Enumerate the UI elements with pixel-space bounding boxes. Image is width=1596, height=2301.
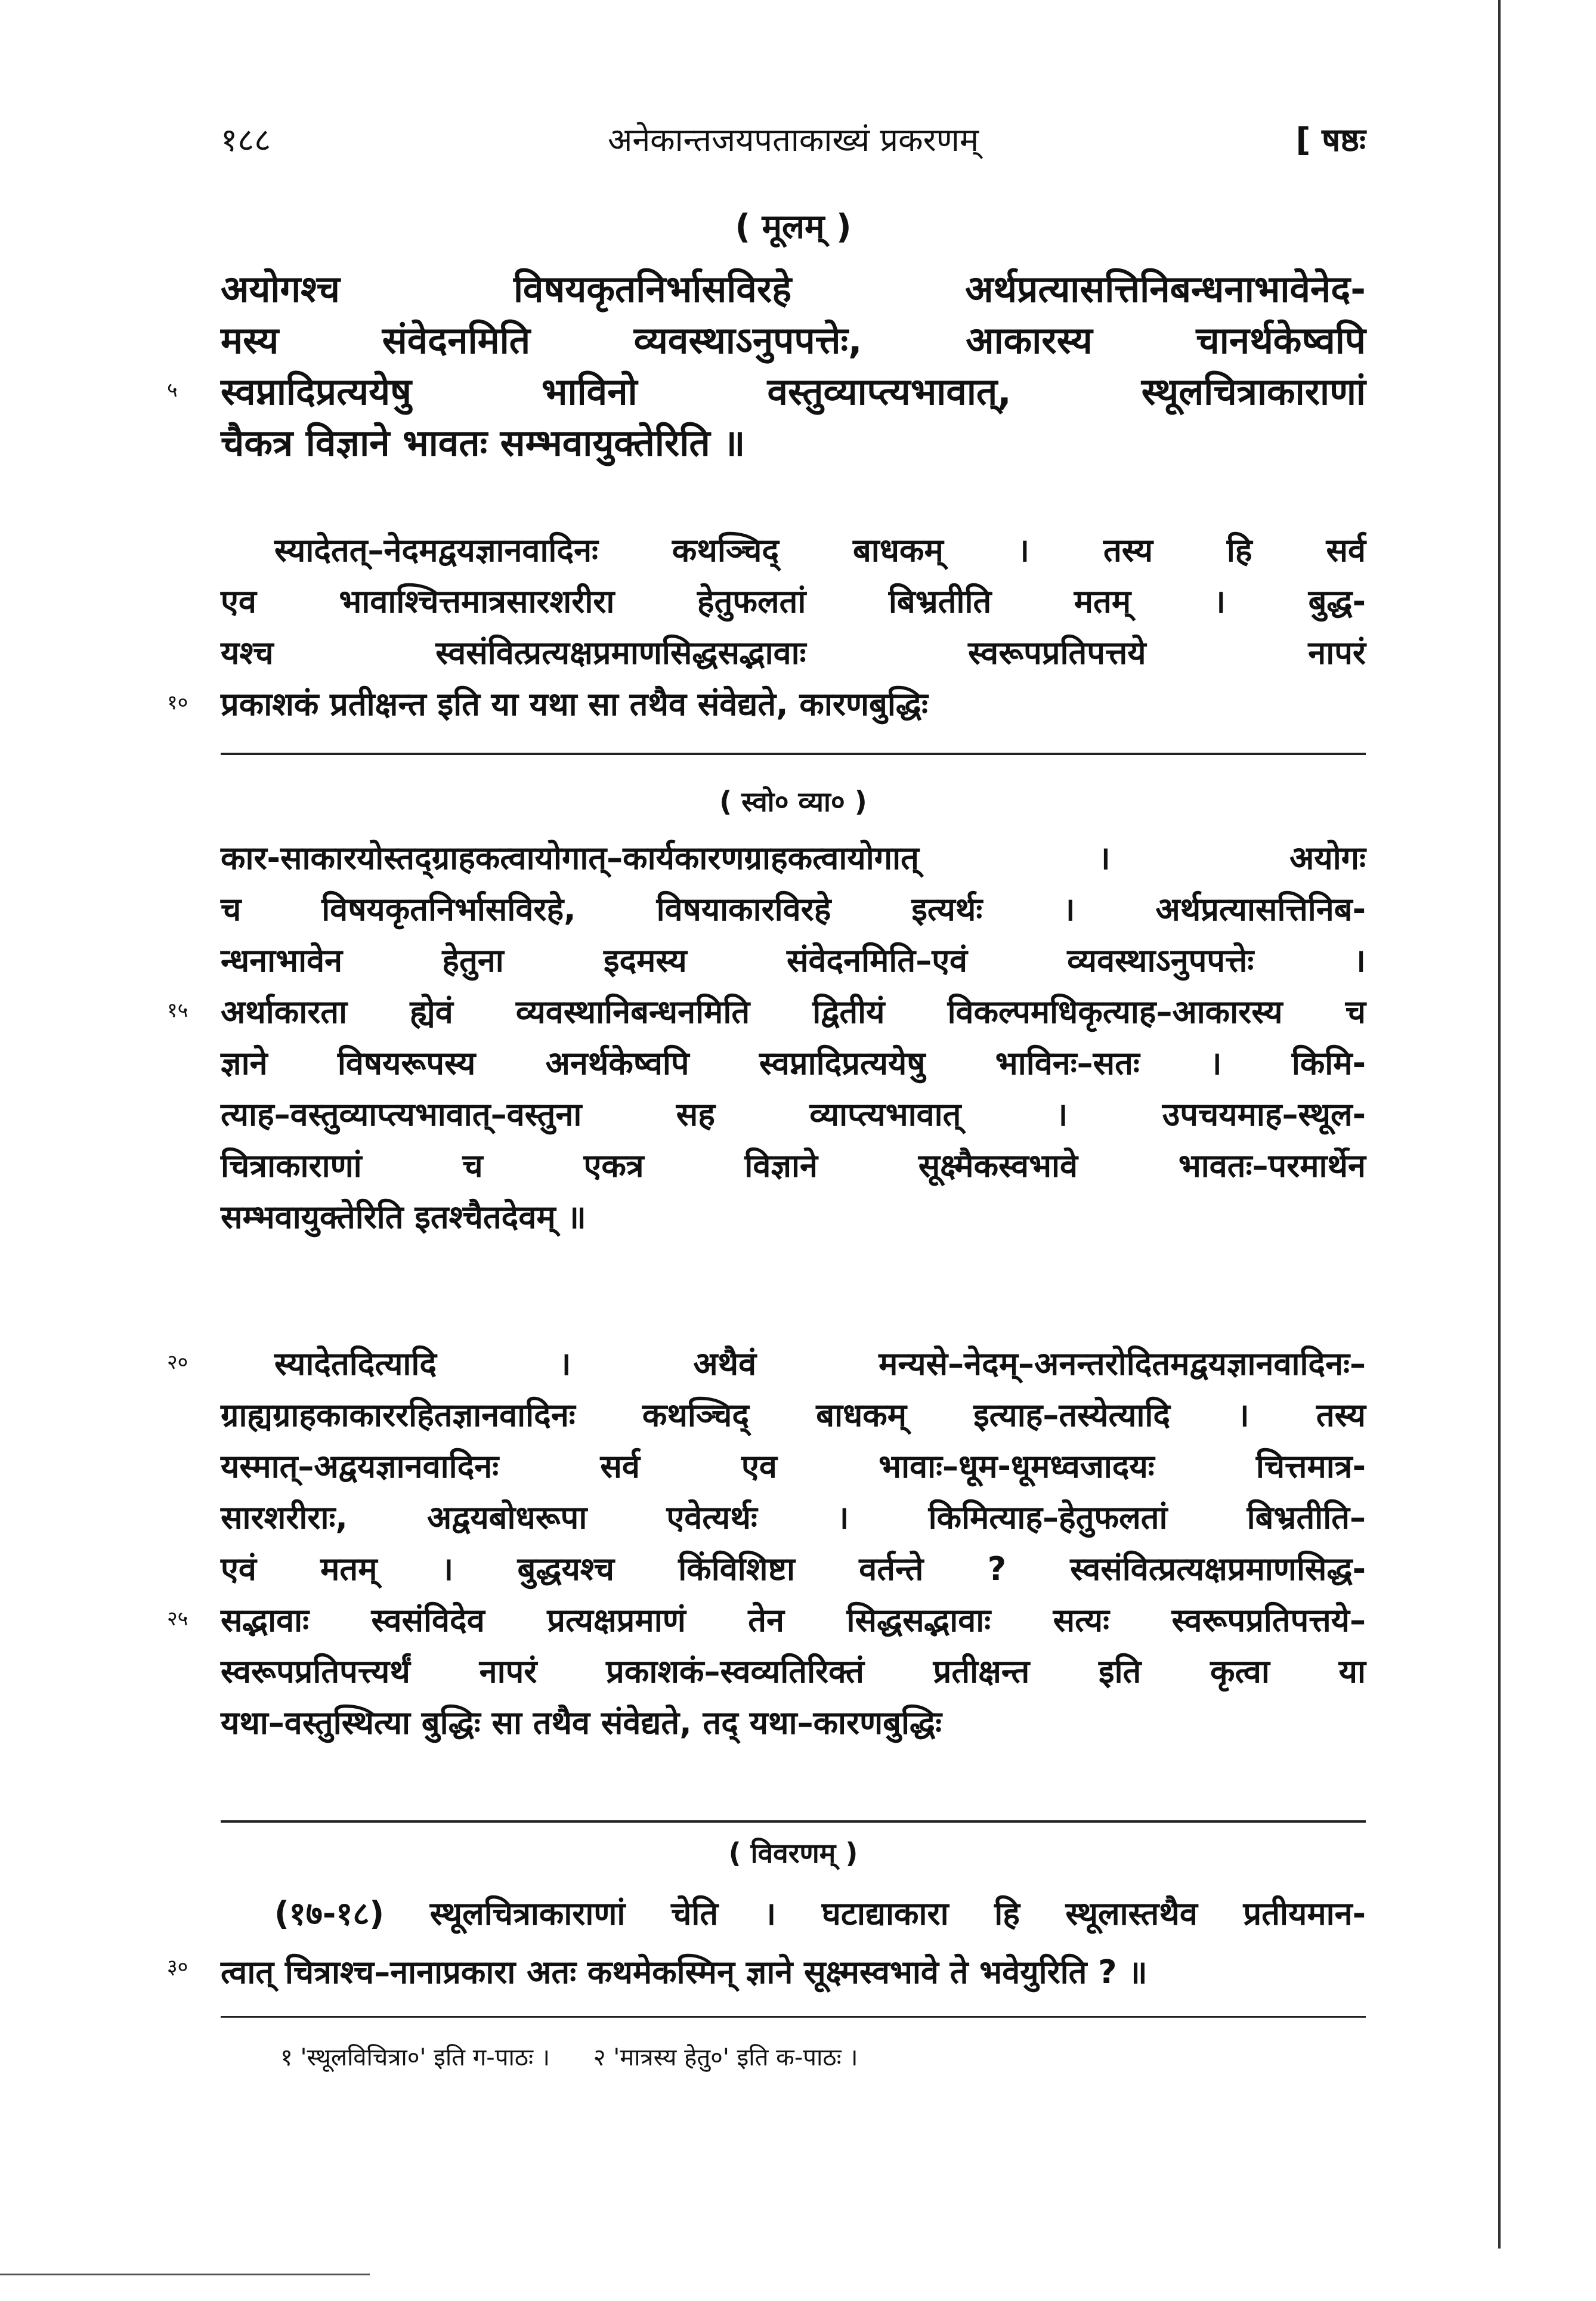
- footnote: २ 'मात्रस्य हेतु०' इति क-पाठः ।: [593, 2044, 858, 2071]
- line-text: कार-साकारयोस्तद्ग्राहकत्वायोगात्–कार्यकारणग्राहकत्वायोगात् । अयोगः: [221, 839, 1366, 877]
- text-line: [221, 1697, 1366, 1749]
- text-line: [221, 576, 1366, 627]
- line-number: २०: [167, 1350, 188, 1374]
- mula-text: [167, 264, 1366, 469]
- line-text: स्वरूपप्रतिपत्त्यर्थं नापरं प्रकाशकं–स्वव्यतिरिक्तं प्रतीक्षन्त इति कृत्वा या: [221, 1653, 1366, 1690]
- line-text: यथा–वस्तुस्थित्या बुद्धिः सा तथैव संवेद्यते, तद् यथा–कारणबुद्धिः: [221, 1704, 942, 1742]
- line-text: सद्भावाः स्वसंविदेव प्रत्यक्षप्रमाणं तेन सिद्धसद्भावाः सत्यः स्वरूपप्रतिपत्तये–: [221, 1601, 1366, 1639]
- line-number: १५: [167, 998, 188, 1022]
- line-text: सारशरीराः, अद्वयबोधरूपा एवेत्यर्थः । किमित्याह–हेतुफलतां बिभ्रतीति–: [221, 1499, 1366, 1536]
- text-line: [167, 679, 1366, 730]
- line-text: चित्राकाराणां च एकत्र विज्ञाने सूक्ष्मैकस्वभावे भावतः–परमार्थेन: [221, 1147, 1366, 1184]
- vivarana-text: [167, 1885, 1366, 2002]
- text-line: [221, 1646, 1366, 1697]
- text-line: [167, 986, 1366, 1038]
- text-line: [221, 1441, 1366, 1492]
- line-text: यस्मात्–अद्वयज्ञानवादिनः सर्व एव भावाः–धूम-धूमध्वजादयः चित्तमात्र-: [221, 1448, 1366, 1485]
- line-text: सम्भवायुक्तेरिति इतश्चैतदेवम् ॥: [221, 1198, 586, 1236]
- svopajna-paragraph-2: [167, 1338, 1366, 1749]
- section-divider: [221, 753, 1366, 755]
- svopajna-commentary: [167, 833, 1366, 1243]
- text-line: [221, 1885, 1366, 1943]
- line-text: त्याह–वस्तुव्याप्त्यभावात्–वस्तुना सह व्याप्त्यभावात् । उपचयमाह–स्थूल-: [221, 1096, 1366, 1133]
- line-text: चैकत्र विज्ञाने भावतः सम्भवायुक्तेरिति ॥: [221, 421, 746, 465]
- text-line: [221, 833, 1366, 884]
- text-line: [221, 884, 1366, 935]
- text-line: [221, 1192, 1366, 1243]
- text-line: [221, 315, 1366, 366]
- footnote-divider: [221, 2016, 1366, 2018]
- line-number: २५: [167, 1607, 188, 1631]
- text-line: [167, 1595, 1366, 1646]
- line-text: एव भावाश्चित्तमात्रसारशरीरा हेतुफलतां बिभ्रतीति मतम् । बुद्ध-: [221, 583, 1366, 620]
- line-text: त्वात् चित्राश्च–नानाप्रकारा अतः कथमेकस्मिन् ज्ञाने सूक्ष्मस्वभावे ते भवेयुरिति ? ॥: [221, 1953, 1147, 1991]
- chapter-label: [ षष्ठः: [1295, 121, 1366, 159]
- section-divider: [221, 1820, 1366, 1823]
- svopajna-heading: ( स्वो० व्या० ): [719, 785, 867, 818]
- line-text: स्यादेतत्–नेदमद्वयज्ञानवादिनः कथञ्चिद् बाधकम् । तस्य हि सर्व: [274, 531, 1366, 569]
- line-text: मस्य संवेदनमिति व्यवस्थाऽनुपपत्तेः, आकारस्य चानर्थकेष्वपि: [221, 318, 1366, 362]
- line-text: न्धनाभावेन हेतुना इदमस्य संवेदनमिति–एवं व्यवस्थाऽनुपपत्तेः ।: [221, 942, 1366, 979]
- text-line: [221, 1390, 1366, 1441]
- text-line: [167, 1943, 1366, 2002]
- text-line: [167, 1338, 1366, 1390]
- line-number: १०: [167, 691, 188, 715]
- line-text: अर्थाकारता ह्येवं व्यवस्थानिबन्धनमिति द्वितीयं विकल्पमधिकृत्याह–आकारस्य च: [221, 993, 1366, 1031]
- mula-heading: ( मूलम् ): [735, 208, 852, 246]
- line-number: ५: [167, 378, 178, 402]
- running-header: [221, 116, 1366, 164]
- footnotes: [280, 2040, 894, 2073]
- line-text: स्वप्नादिप्रत्ययेषु भाविनो वस्तुव्याप्त्यभावात्, स्थूलचित्राकाराणां: [221, 370, 1366, 413]
- line-text: ज्ञाने विषयरूपस्य अनर्थकेष्वपि स्वप्नादिप्रत्ययेषु भाविनः–सतः । किमि-: [221, 1044, 1366, 1082]
- vivarana-heading: ( विवरणम् ): [728, 1837, 858, 1869]
- text-line: [221, 525, 1366, 576]
- text-line: [221, 417, 1366, 469]
- line-text: अयोगश्च विषयकृतनिर्भासविरहे अर्थप्रत्यासत्तिनिबन्धनाभावेनेद-: [221, 267, 1366, 311]
- text-line: [221, 1492, 1366, 1544]
- line-text: स्यादेतदित्यादि । अथैवं मन्यसे–नेदम्–अनन्तरोदितमद्वयज्ञानवादिनः–: [274, 1345, 1366, 1383]
- line-text: ग्राह्यग्राहकाकाररहितज्ञानवादिनः कथञ्चिद् बाधकम् इत्याह–तस्येत्यादि । तस्य: [221, 1396, 1366, 1434]
- book-title: अनेकान्तजयपताकाख्यं प्रकरणम्: [607, 121, 979, 159]
- text-line: [221, 1544, 1366, 1595]
- line-text: प्रकाशकं प्रतीक्षन्त इति या यथा सा तथैव संवेद्यते, कारणबुद्धिः: [221, 685, 928, 723]
- page-number: १८८: [221, 121, 271, 159]
- text-line: [221, 264, 1366, 315]
- text-line: [221, 627, 1366, 679]
- mula-paragraph-2: [167, 525, 1366, 730]
- line-text: यश्च स्वसंवित्प्रत्यक्षप्रमाणसिद्धसद्भावाः स्वरूपप्रतिपत्तये नापरं: [221, 634, 1366, 672]
- text-line: [221, 935, 1366, 986]
- line-number: ३०: [167, 1955, 188, 1979]
- text-line: [221, 1089, 1366, 1140]
- text-line: [167, 366, 1366, 417]
- text-line: [221, 1038, 1366, 1089]
- line-text: एवं मतम् । बुद्धयश्च किंविशिष्टा वर्तन्ते ? स्वसंवित्प्रत्यक्षप्रमाणसिद्ध-: [221, 1550, 1366, 1588]
- text-line: [221, 1140, 1366, 1192]
- page-bottom-line: [0, 2274, 370, 2275]
- line-text: च विषयकृतनिर्भासविरहे, विषयाकारविरहे इत्यर्थः । अर्थप्रत्यासत्तिनिब-: [221, 890, 1366, 928]
- line-text: (१७-१८) स्थूलचित्राकाराणां चेति । घटाद्याकारा हि स्थूलास्तथैव प्रतीयमान-: [274, 1895, 1366, 1932]
- footnote: १ 'स्थूलविचित्रा०' इति ग-पाठः ।: [280, 2044, 550, 2071]
- page-edge-line: [1498, 0, 1501, 2249]
